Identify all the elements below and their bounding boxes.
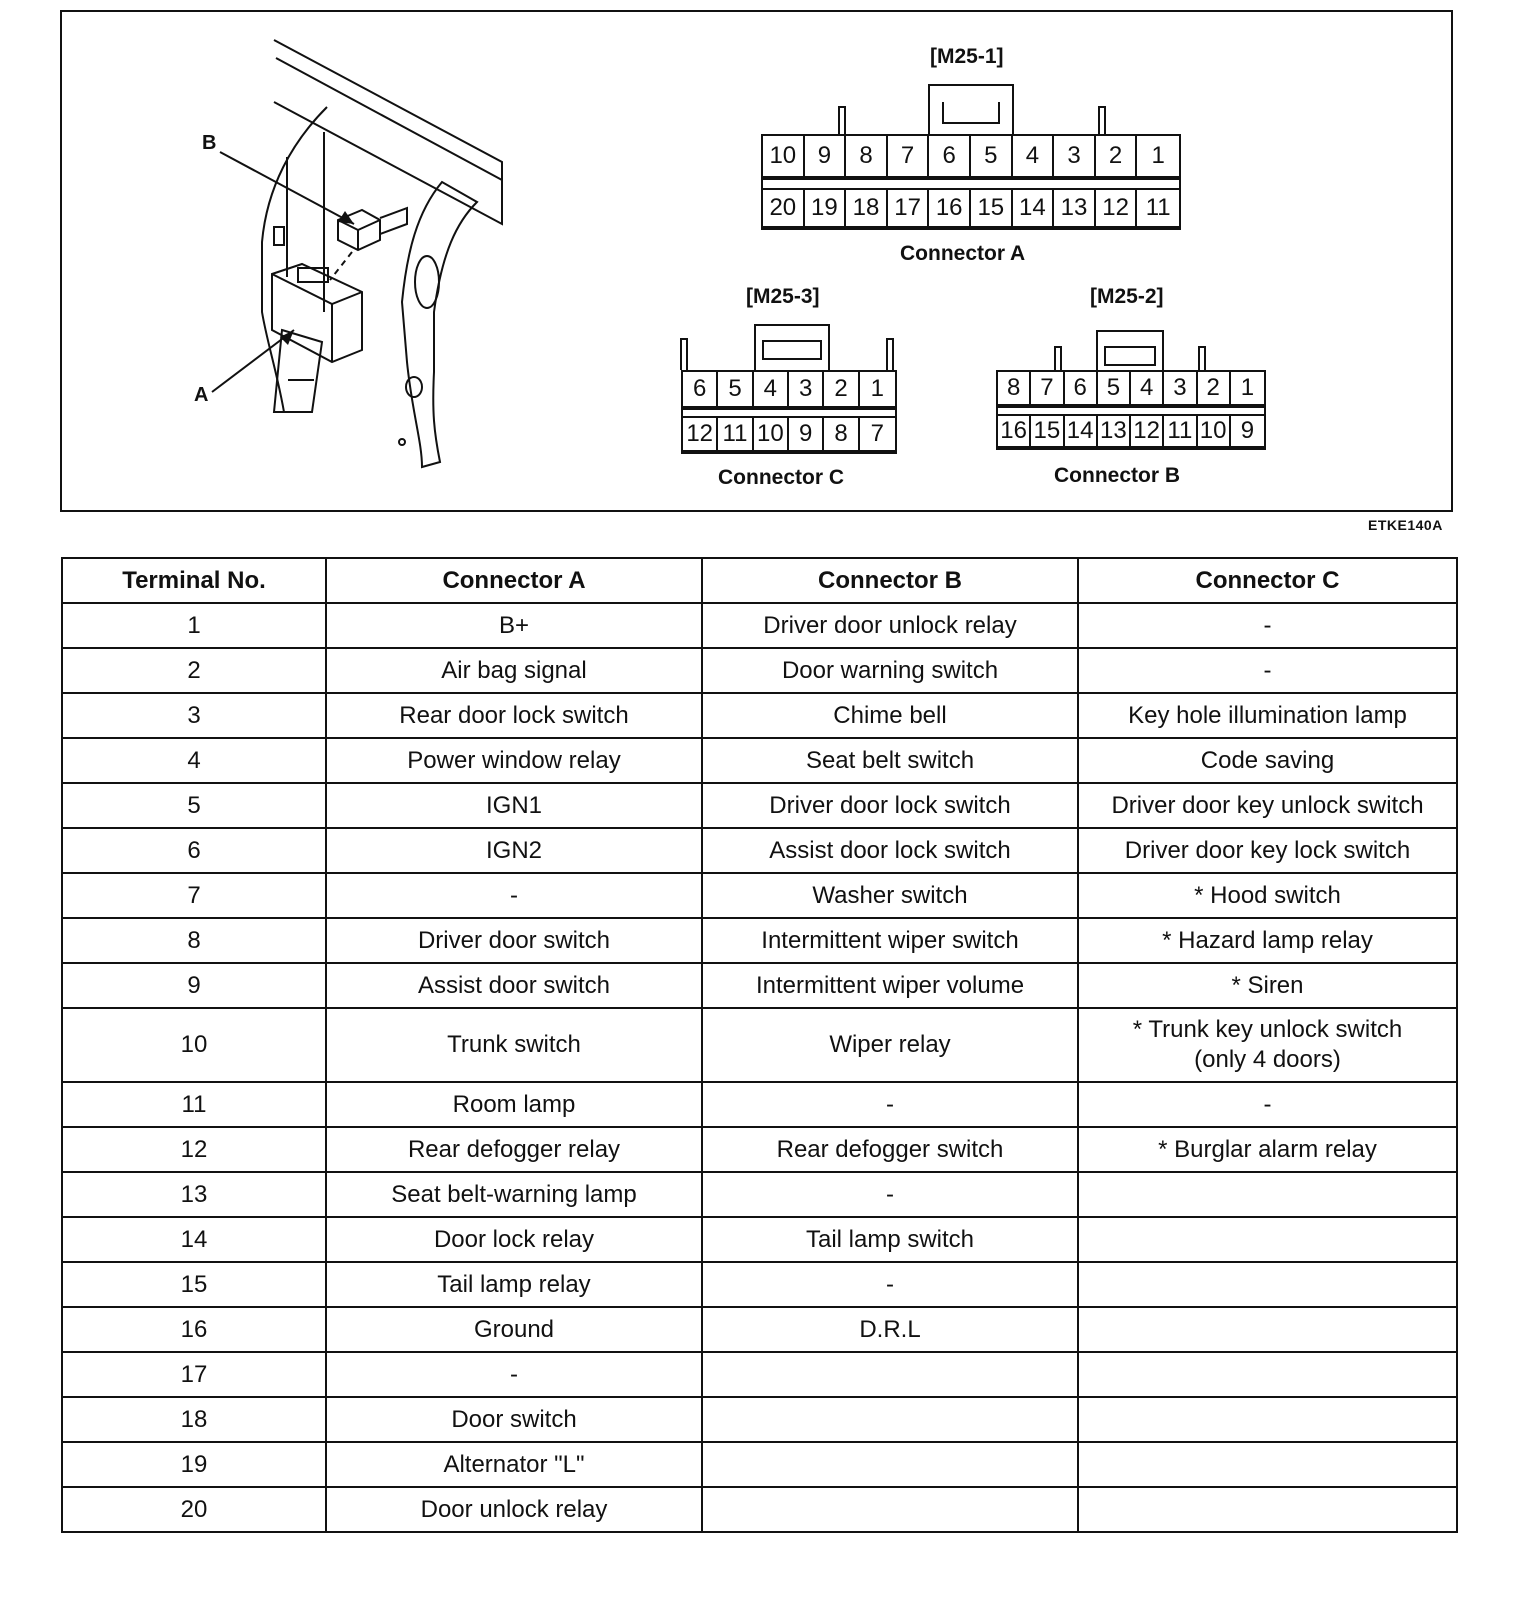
cell-terminal: 4 xyxy=(62,738,326,783)
connector-c-pin: 1 xyxy=(860,372,895,408)
cell-connector-a: Rear door lock switch xyxy=(326,693,702,738)
table-row xyxy=(62,1127,1457,1172)
connector-a-pin: 18 xyxy=(846,190,888,228)
cell-connector-c xyxy=(1078,1217,1457,1262)
cell-connector-c xyxy=(1078,1262,1457,1307)
connector-c-pin: 4 xyxy=(754,372,789,408)
cell-terminal: 6 xyxy=(62,828,326,873)
cell-connector-b: - xyxy=(702,1082,1078,1127)
connector-b-pin: 10 xyxy=(1198,416,1231,448)
cell-connector-a: Ground xyxy=(326,1307,702,1352)
connector-b-bottom-row xyxy=(996,414,1266,450)
connector-a-top-row xyxy=(761,134,1181,180)
cell-terminal: 14 xyxy=(62,1217,326,1262)
connector-a-pin: 16 xyxy=(929,190,971,228)
cell-connector-c: - xyxy=(1078,648,1457,693)
cell-connector-a: Driver door switch xyxy=(326,918,702,963)
connector-b-pin: 5 xyxy=(1098,372,1131,406)
connector-b-pin: 12 xyxy=(1131,416,1164,448)
connector-a-caption: Connector A xyxy=(900,242,1026,265)
cell-terminal: 11 xyxy=(62,1082,326,1127)
cell-connector-b xyxy=(702,1442,1078,1487)
cell-connector-b: - xyxy=(702,1172,1078,1217)
connector-a-latch-tab xyxy=(942,102,1000,124)
callout-a-label: A xyxy=(194,384,209,406)
table-row xyxy=(62,918,1457,963)
table-row xyxy=(62,1008,1457,1082)
cell-connector-b: - xyxy=(702,1262,1078,1307)
connector-c-pin: 7 xyxy=(860,418,895,452)
cell-terminal: 17 xyxy=(62,1352,326,1397)
header-terminal-no: Terminal No. xyxy=(62,558,326,603)
table-row xyxy=(62,1442,1457,1487)
cell-terminal: 16 xyxy=(62,1307,326,1352)
connector-a-peg-right xyxy=(1098,106,1106,136)
connector-b-pin: 14 xyxy=(1065,416,1098,448)
connector-c-pin: 3 xyxy=(789,372,824,408)
connector-a-pin: 9 xyxy=(805,136,847,178)
connector-b-pin: 11 xyxy=(1164,416,1197,448)
cell-connector-b: Door warning switch xyxy=(702,648,1078,693)
connector-c-latch-tab xyxy=(762,340,822,360)
cell-connector-b: Intermittent wiper volume xyxy=(702,963,1078,1008)
cell-connector-c xyxy=(1078,1307,1457,1352)
cell-connector-c: Code saving xyxy=(1078,738,1457,783)
cell-connector-c: Driver door key unlock switch xyxy=(1078,783,1457,828)
connector-c-code: [M25-3] xyxy=(746,285,820,308)
cell-terminal: 15 xyxy=(62,1262,326,1307)
cell-connector-c: * Hazard lamp relay xyxy=(1078,918,1457,963)
connector-c-pin: 10 xyxy=(754,418,789,452)
connector-a-pin: 10 xyxy=(763,136,805,178)
connector-a-pin: 11 xyxy=(1137,190,1179,228)
cell-terminal: 18 xyxy=(62,1397,326,1442)
connector-b-code: [M25-2] xyxy=(1090,285,1164,308)
connector-a-pin: 20 xyxy=(763,190,805,228)
table-row xyxy=(62,783,1457,828)
connector-b-pin: 7 xyxy=(1031,372,1064,406)
cell-connector-a: Alternator "L" xyxy=(326,1442,702,1487)
header-connector-a: Connector A xyxy=(326,558,702,603)
figure-frame xyxy=(60,10,1453,512)
table-row xyxy=(62,648,1457,693)
connector-a-code: [M25-1] xyxy=(930,45,1004,68)
table-row xyxy=(62,1172,1457,1217)
connector-a-bottom-row xyxy=(761,188,1181,230)
connector-c-bottom-row xyxy=(681,416,897,454)
table-row xyxy=(62,1307,1457,1352)
table-row xyxy=(62,1082,1457,1127)
connector-c-pin: 9 xyxy=(789,418,824,452)
connector-c-pin: 12 xyxy=(683,418,718,452)
cell-connector-a: Air bag signal xyxy=(326,648,702,693)
connector-b-pin: 3 xyxy=(1164,372,1197,406)
connector-b-latch-tab xyxy=(1104,346,1156,366)
cell-connector-c xyxy=(1078,1172,1457,1217)
connector-a-pin: 4 xyxy=(1013,136,1055,178)
connector-c-pin: 11 xyxy=(718,418,753,452)
connector-a-pin: 8 xyxy=(846,136,888,178)
cell-connector-a: B+ xyxy=(326,603,702,648)
connector-a-pin: 13 xyxy=(1054,190,1096,228)
cell-connector-a: IGN1 xyxy=(326,783,702,828)
connector-a-pin: 14 xyxy=(1013,190,1055,228)
cell-connector-b: Wiper relay xyxy=(702,1008,1078,1082)
figure-code: ETKE140A xyxy=(1368,517,1443,533)
cell-connector-b: Chime bell xyxy=(702,693,1078,738)
cell-terminal: 13 xyxy=(62,1172,326,1217)
connector-b-pin: 4 xyxy=(1131,372,1164,406)
header-connector-b: Connector B xyxy=(702,558,1078,603)
cell-connector-b xyxy=(702,1352,1078,1397)
cell-connector-b: Washer switch xyxy=(702,873,1078,918)
cell-connector-b: Tail lamp switch xyxy=(702,1217,1078,1262)
connector-b-peg-left xyxy=(1054,346,1062,372)
cell-connector-c: * Trunk key unlock switch (only 4 doors) xyxy=(1078,1008,1457,1082)
cell-connector-b xyxy=(702,1397,1078,1442)
cell-connector-a: Room lamp xyxy=(326,1082,702,1127)
connector-a-pin: 19 xyxy=(805,190,847,228)
cell-connector-c: Key hole illumination lamp xyxy=(1078,693,1457,738)
connector-b-pin: 1 xyxy=(1231,372,1264,406)
table-row xyxy=(62,963,1457,1008)
cell-connector-c xyxy=(1078,1352,1457,1397)
cell-connector-c: Driver door key lock switch xyxy=(1078,828,1457,873)
connector-b-top-row xyxy=(996,370,1266,408)
connector-c-pin: 2 xyxy=(824,372,859,408)
connector-b-caption: Connector B xyxy=(1054,464,1180,487)
cell-terminal: 5 xyxy=(62,783,326,828)
cell-connector-a: Rear defogger relay xyxy=(326,1127,702,1172)
cell-terminal: 8 xyxy=(62,918,326,963)
cell-connector-c xyxy=(1078,1442,1457,1487)
connector-c-top-row xyxy=(681,370,897,410)
cell-terminal: 19 xyxy=(62,1442,326,1487)
cell-connector-a: Door switch xyxy=(326,1397,702,1442)
connector-b-pin: 15 xyxy=(1031,416,1064,448)
cell-connector-a: - xyxy=(326,1352,702,1397)
table-row xyxy=(62,1397,1457,1442)
table-row xyxy=(62,603,1457,648)
connector-b-pin: 2 xyxy=(1198,372,1231,406)
connector-b-pin: 16 xyxy=(998,416,1031,448)
cell-terminal: 10 xyxy=(62,1008,326,1082)
connector-a-pin: 12 xyxy=(1096,190,1138,228)
cell-terminal: 2 xyxy=(62,648,326,693)
cell-connector-a: IGN2 xyxy=(326,828,702,873)
cell-connector-c: * Burglar alarm relay xyxy=(1078,1127,1457,1172)
table-row xyxy=(62,738,1457,783)
cell-terminal: 12 xyxy=(62,1127,326,1172)
cell-terminal: 20 xyxy=(62,1487,326,1532)
connector-c-peg-left xyxy=(680,338,688,370)
connector-b-peg-right xyxy=(1198,346,1206,372)
connector-b-pin: 9 xyxy=(1231,416,1264,448)
terminal-table xyxy=(61,557,1458,1533)
cell-connector-b: Assist door lock switch xyxy=(702,828,1078,873)
cell-connector-c xyxy=(1078,1397,1457,1442)
connector-a-pin: 15 xyxy=(971,190,1013,228)
cell-connector-c: * Siren xyxy=(1078,963,1457,1008)
connector-a-pin: 7 xyxy=(888,136,930,178)
connector-a-pin: 5 xyxy=(971,136,1013,178)
table-row xyxy=(62,1217,1457,1262)
callout-b-label: B xyxy=(202,132,217,154)
connector-b-pin: 8 xyxy=(998,372,1031,406)
cell-connector-a: Power window relay xyxy=(326,738,702,783)
cell-connector-b xyxy=(702,1487,1078,1532)
cell-connector-b: Seat belt switch xyxy=(702,738,1078,783)
table-row xyxy=(62,693,1457,738)
connector-c-pin: 8 xyxy=(824,418,859,452)
connector-a-pin: 6 xyxy=(929,136,971,178)
connector-c-pin: 6 xyxy=(683,372,718,408)
connector-a-pin: 2 xyxy=(1096,136,1138,178)
header-connector-c: Connector C xyxy=(1078,558,1457,603)
table-row xyxy=(62,828,1457,873)
cell-terminal: 9 xyxy=(62,963,326,1008)
connector-a-pin: 1 xyxy=(1137,136,1179,178)
cell-connector-a: Tail lamp relay xyxy=(326,1262,702,1307)
cell-connector-c: - xyxy=(1078,603,1457,648)
cell-connector-b: D.R.L xyxy=(702,1307,1078,1352)
cell-terminal: 7 xyxy=(62,873,326,918)
connector-b-pin: 6 xyxy=(1065,372,1098,406)
installation-drawing xyxy=(62,12,622,510)
connector-c-caption: Connector C xyxy=(718,466,844,489)
connector-a-gap xyxy=(761,180,1181,188)
table-header-row xyxy=(62,558,1457,603)
connector-a-pin: 3 xyxy=(1054,136,1096,178)
cell-connector-a: - xyxy=(326,873,702,918)
cell-terminal: 3 xyxy=(62,693,326,738)
cell-terminal: 1 xyxy=(62,603,326,648)
cell-connector-a: Assist door switch xyxy=(326,963,702,1008)
cell-connector-c xyxy=(1078,1487,1457,1532)
table-row xyxy=(62,1352,1457,1397)
connector-c-peg-right xyxy=(886,338,894,370)
cell-connector-c: - xyxy=(1078,1082,1457,1127)
cell-connector-b: Rear defogger switch xyxy=(702,1127,1078,1172)
connector-c-pin: 5 xyxy=(718,372,753,408)
cell-connector-b: Driver door lock switch xyxy=(702,783,1078,828)
cell-connector-a: Seat belt-warning lamp xyxy=(326,1172,702,1217)
cell-connector-b: Intermittent wiper switch xyxy=(702,918,1078,963)
connector-a-pin: 17 xyxy=(888,190,930,228)
table-row xyxy=(62,1487,1457,1532)
table-row xyxy=(62,873,1457,918)
cell-connector-c: * Hood switch xyxy=(1078,873,1457,918)
cell-connector-b: Driver door unlock relay xyxy=(702,603,1078,648)
cell-connector-a: Trunk switch xyxy=(326,1008,702,1082)
connector-b-pin: 13 xyxy=(1098,416,1131,448)
connector-a-peg-left xyxy=(838,106,846,136)
table-row xyxy=(62,1262,1457,1307)
cell-connector-a: Door lock relay xyxy=(326,1217,702,1262)
cell-connector-a: Door unlock relay xyxy=(326,1487,702,1532)
